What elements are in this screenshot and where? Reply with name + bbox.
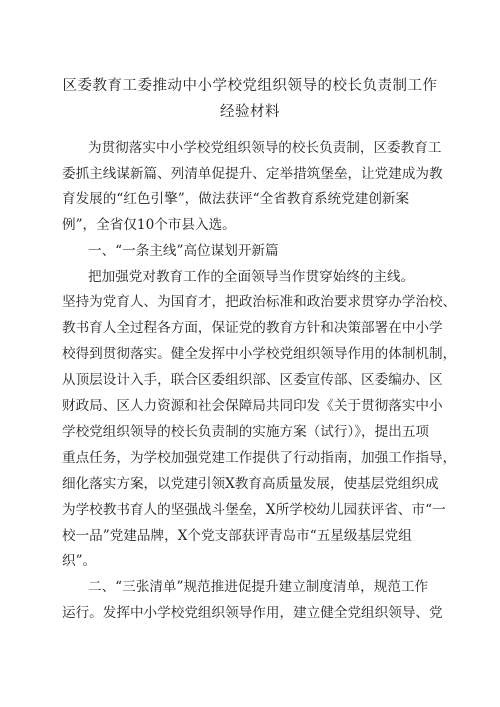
document-subtitle: 经验材料 — [220, 104, 280, 120]
paragraph-line: 坚持为党育人、为国育才，把政治标准和政治要求贯穿办学治校、 — [62, 294, 457, 310]
section-heading: 一、“一条主线”高位谋划开新篇 — [88, 243, 279, 259]
paragraph-line: 育发展的“红色引擎”，做法获评“全省教育系统党建创新案 — [62, 191, 410, 207]
paragraph-line: 运行。发挥中小学校党组织领导作用，建立健全党组织领导、党 — [62, 605, 443, 621]
paragraph-line: 为贯彻落实中小学校党组织领导的校长负责制，区委教育工 — [88, 140, 442, 156]
paragraph-line: 为学校教书育人的坚强战斗堡垒，X所学校幼儿园获评省、市“一 — [62, 502, 446, 518]
paragraph-line: 细化落实方案，以党建引领X教育高质量发展，使基层党组织成 — [62, 476, 439, 492]
paragraph-line: 委抓主线谋新篇、列清单促提升、定举措筑堡垒，让党建成为教 — [62, 166, 443, 182]
paragraph-line: 校一品”党建品牌，X个党支部获评青岛市“五星级基层党组 — [62, 528, 412, 544]
paragraph-line: 例”，全省仅10个市县入选。 — [62, 217, 236, 233]
paragraph-line: 从顶层设计入手，联合区委组织部、区委宣传部、区委编办、区 — [62, 372, 443, 388]
paragraph-line: 重点任务，为学校加强党建工作提供了行动指南，加强工作指导， — [62, 450, 457, 466]
paragraph-line: 教书育人全过程各方面，保证党的教育方针和决策部署在中小学 — [62, 320, 443, 336]
paragraph-line: 校得到贯彻落实。健全发挥中小学校党组织领导作用的体制机制， — [62, 346, 457, 362]
paragraph-line: 学校党组织领导的校长负责制的实施方案（试行）》，提出五项 — [62, 424, 430, 440]
section-heading: 二、“三张清单”规范推进促提升建立制度清单，规范工作 — [88, 579, 429, 595]
document-title: 区委教育工委推动中小学校党组织领导的校长负责制工作 — [62, 78, 438, 94]
paragraph-line: 织”。 — [62, 553, 97, 569]
paragraph-line: 把加强党对教育工作的全面领导当作贯穿始终的主线。 — [88, 269, 415, 285]
paragraph-line: 财政局、区人力资源和社会保障局共同印发《关于贯彻落实中小 — [62, 398, 443, 414]
